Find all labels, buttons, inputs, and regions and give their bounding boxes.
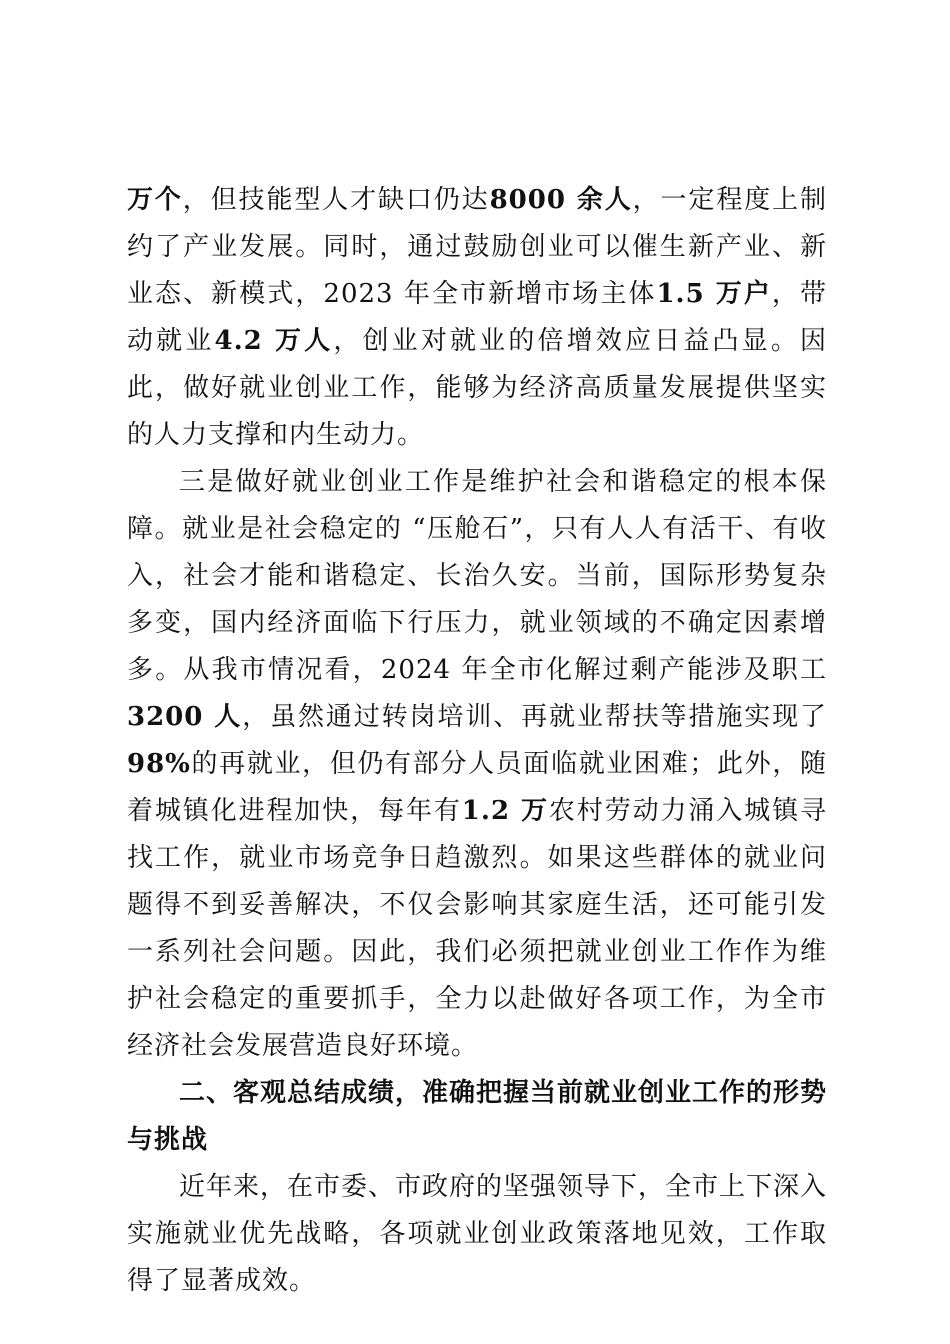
body-text-run: 的再就业，但仍有部分人员面临就业困难；此外，随着城镇化进程加快，每年有 bbox=[127, 749, 827, 826]
body-text-run: ，创业对就业的倍增效应日益凸显。因此，做好就业创业工作，能够为经济高质量发展提供坚实的人力支撑和内生动力。 bbox=[127, 326, 827, 450]
highlight-number: 8000 余人 bbox=[489, 185, 633, 215]
highlight-text: 万个 bbox=[127, 185, 183, 215]
body-text-run: ，虽然通过转岗培训、再就业帮扶等措施实现了 bbox=[242, 702, 827, 732]
document-body bbox=[127, 177, 827, 1305]
highlight-number: 4.2 万人 bbox=[214, 326, 334, 356]
section-heading-2: 二、客观总结成绩，准确把握当前就业创业工作的形势与挑战 bbox=[127, 1078, 828, 1155]
body-text-run: ，一定程度上制约了产业发展。同时，通过鼓励创业可以催生新产业、新业态、新模式，2023 年全市新增市场主体 bbox=[127, 185, 827, 309]
body-text-run: 三是做好就业创业工作是维护社会和谐稳定的根本保障。就业是社会稳定的 “压舱石”，只有人人有活干、有收入，社会才能和谐稳定、长治久安。当前，国际形势复杂多变，国内经济面临下行压力，就业领域的不确定因素增多。从我市情况看，2024 年全市化解过剩产能涉及职工 bbox=[127, 467, 827, 685]
highlight-number: 98% bbox=[127, 749, 191, 779]
paragraph-achievements-intro: 近年来，在市委、市政府的坚强领导下，全市上下深入实施就业优先战略，各项就业创业政策落地见效，工作取得了显著成效。 bbox=[127, 1172, 828, 1296]
body-text-run: ，带动就业 bbox=[127, 279, 827, 356]
highlight-number: 3200 人 bbox=[127, 702, 243, 732]
paragraph-industry-development bbox=[127, 177, 827, 459]
highlight-number: 1.2 万 bbox=[461, 796, 549, 826]
highlight-number: 1.5 万户 bbox=[656, 279, 772, 309]
body-text-run: 农村劳动力涌入城镇寻找工作，就业市场竞争日趋激烈。如果这些群体的就业问题得不到妥善解决，不仅会影响其家庭生活，还可能引发一系列社会问题。因此，我们必须把就业创业工作作为维护社会稳定的重要抓手，全力以赴做好各项工作，为全市经济社会发展营造良好环境。 bbox=[127, 796, 827, 1061]
body-text-run: ，但技能型人才缺口仍达 bbox=[182, 185, 490, 215]
paragraph-social-stability bbox=[127, 459, 827, 1070]
